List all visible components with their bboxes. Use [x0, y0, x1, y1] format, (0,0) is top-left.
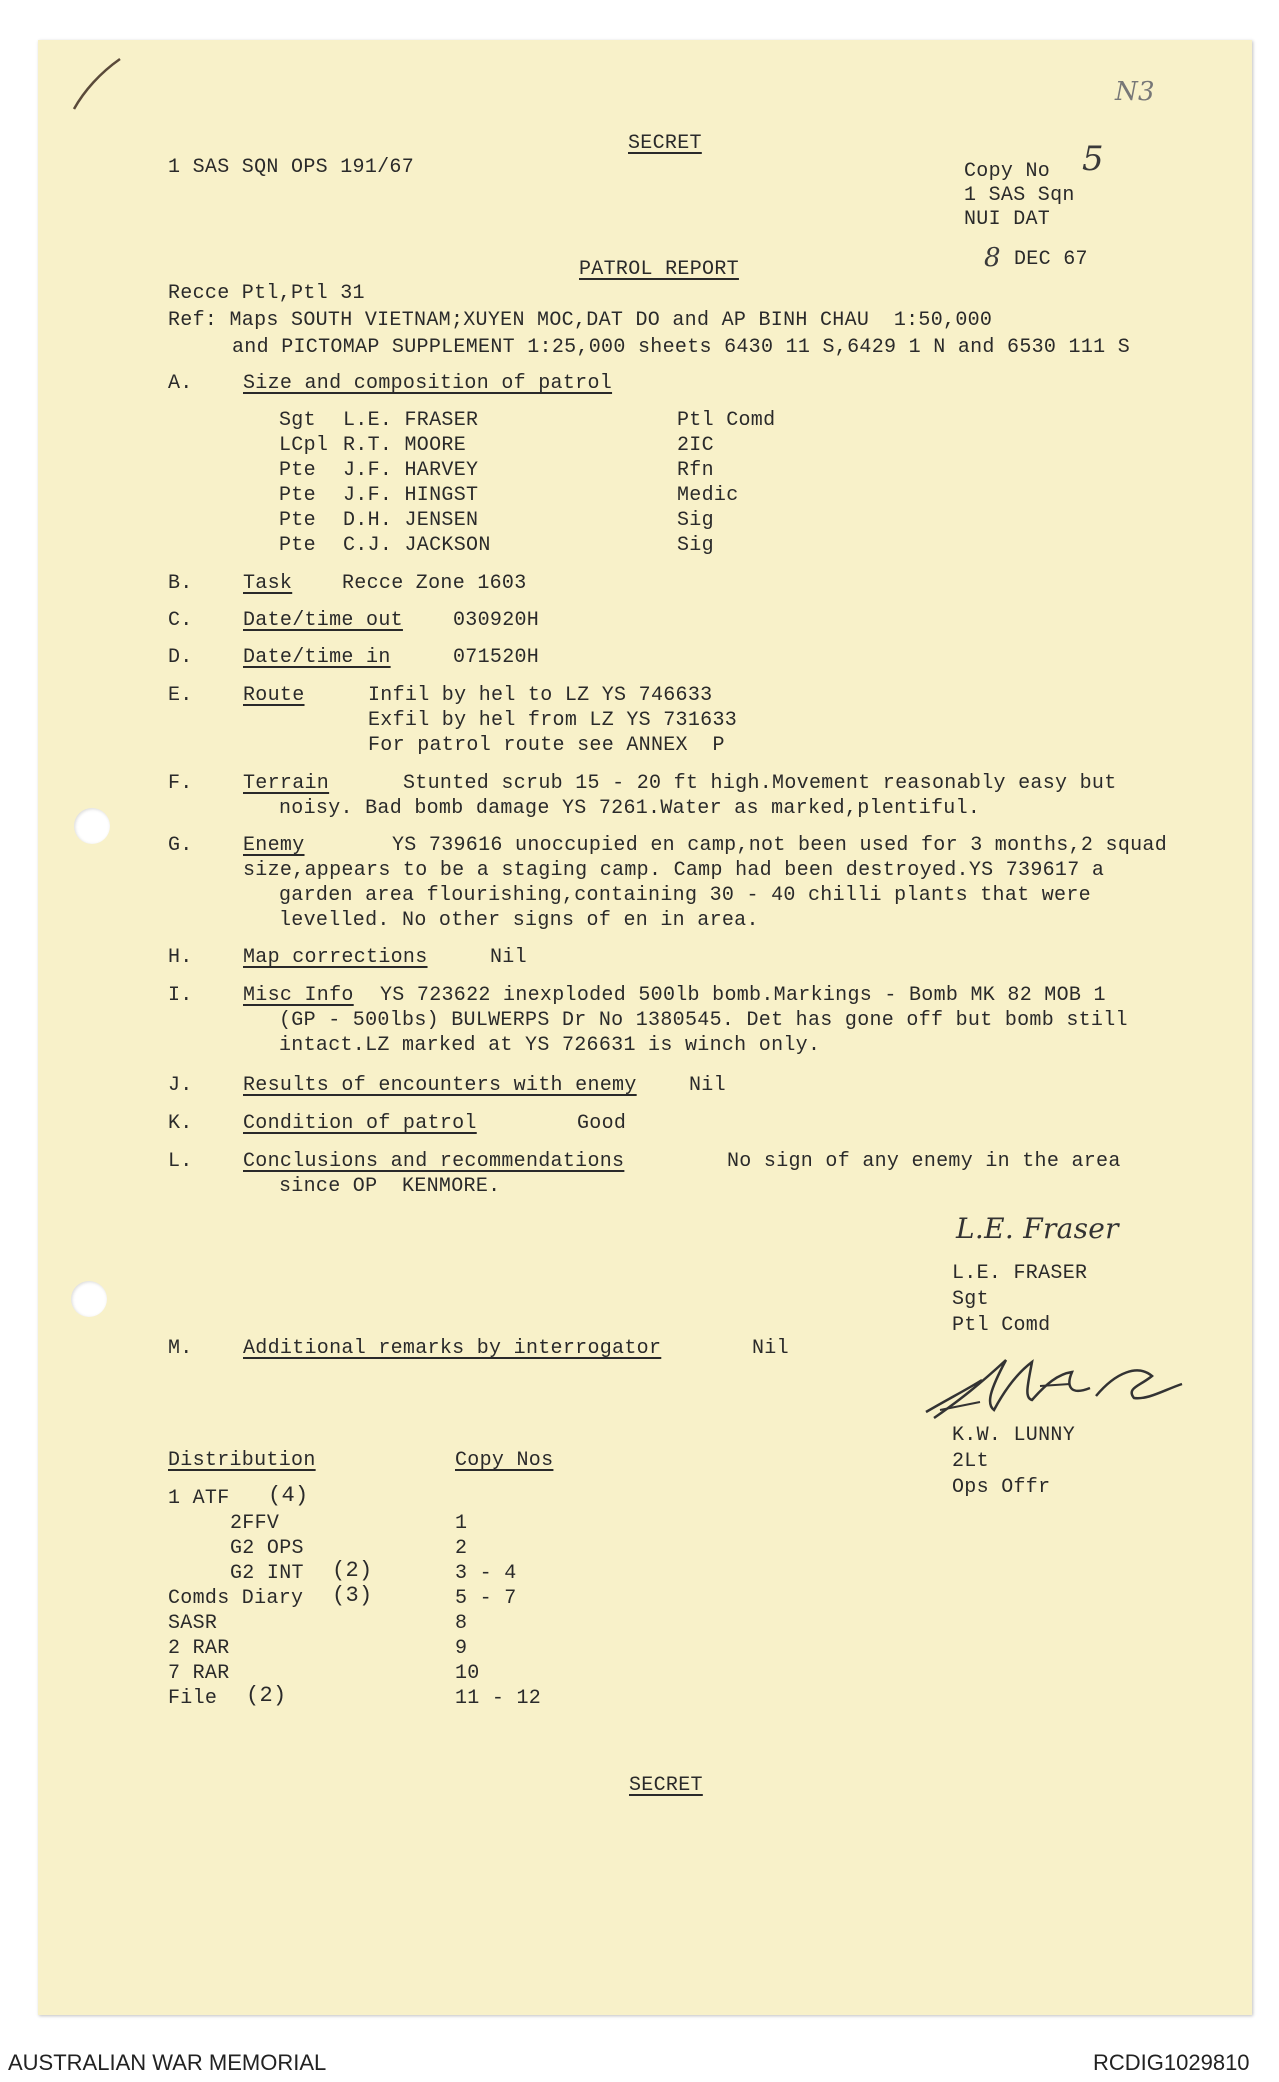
distribution-row-label: 2FFV — [230, 1512, 280, 1535]
document-title: PATROL REPORT — [579, 258, 739, 281]
signatory-rank: Sgt — [952, 1288, 989, 1311]
patrol-name: L.E. FRASER — [343, 409, 479, 432]
section-g-line3: garden area flourishing,containing 30 - 40 chilli plants that were — [279, 884, 1091, 907]
patrol-name: C.J. JACKSON — [343, 534, 491, 557]
section-l-letter: L. — [168, 1150, 193, 1173]
patrol-rank: Pte — [279, 509, 316, 532]
section-m-heading: Additional remarks by interrogator — [243, 1337, 662, 1360]
signatory-role: Ops Offr — [952, 1476, 1051, 1499]
section-f-heading: Terrain — [243, 772, 330, 795]
copy-number-value: 5 — [1082, 139, 1104, 179]
distribution-row-copies: 2 — [455, 1537, 468, 1560]
classification-top: SECRET — [628, 132, 702, 155]
patrol-designation: Recce Ptl,Ptl 31 — [168, 282, 365, 305]
signatory-rank: 2Lt — [952, 1450, 989, 1473]
section-f-line1: Stunted scrub 15 - 20 ft high.Movement reasonably easy but — [403, 772, 1117, 795]
signature-scrawl-icon — [920, 1340, 1190, 1430]
patrol-rank: Sgt — [279, 409, 316, 432]
punch-hole-top — [74, 808, 110, 844]
distribution-row-count: (3) — [332, 1583, 373, 1608]
section-g-line1: YS 739616 unoccupied en camp,not been used for 3 months,2 squad — [392, 834, 1168, 857]
section-g-line4: levelled. No other signs of en in area. — [279, 909, 759, 932]
section-i-line3: intact.LZ marked at YS 726631 is winch only. — [279, 1034, 821, 1057]
section-k-heading: Condition of patrol — [243, 1112, 477, 1135]
section-i-heading: Misc Info — [243, 984, 354, 1007]
corner-mark: N3 — [1115, 77, 1155, 107]
unit-location: NUI DAT — [964, 208, 1051, 231]
patrol-role: Medic — [677, 484, 739, 507]
patrol-role: 2IC — [677, 434, 714, 457]
classification-bottom: SECRET — [629, 1774, 703, 1797]
signatory-name: L.E. FRASER — [952, 1262, 1088, 1285]
section-e-heading: Route — [243, 684, 305, 707]
section-i-letter: I. — [168, 984, 193, 1007]
patrol-rank: Pte — [279, 484, 316, 507]
section-g-line2: size,appears to be a staging camp. Camp had been destroyed.YS 739617 a — [243, 859, 1105, 882]
section-c-heading: Date/time out — [243, 609, 403, 632]
signatory-role: Ptl Comd — [952, 1314, 1051, 1337]
section-j-letter: J. — [168, 1074, 193, 1097]
distribution-row-count: (2) — [246, 1683, 287, 1708]
section-e-letter: E. — [168, 684, 193, 707]
map-reference-line1: Ref: Maps SOUTH VIETNAM;XUYEN MOC,DAT DO and AP BINH CHAU 1:50,000 — [168, 309, 993, 332]
section-h-letter: H. — [168, 946, 193, 969]
copy-number-label: Copy No — [964, 160, 1051, 183]
distribution-heading: Distribution — [168, 1449, 316, 1472]
section-a-heading: Size and composition of patrol — [243, 372, 613, 395]
distribution-row-label: 2 RAR — [168, 1637, 230, 1660]
distribution-row-count: (2) — [332, 1558, 373, 1583]
section-k-letter: K. — [168, 1112, 193, 1135]
section-g-heading: Enemy — [243, 834, 305, 857]
section-c-text: 030920H — [453, 609, 540, 632]
section-h-text: Nil — [490, 946, 527, 969]
section-d-heading: Date/time in — [243, 646, 391, 669]
section-i-line2: (GP - 500lbs) BULWERPS Dr No 1380545. Det has gone off but bomb still — [279, 1009, 1128, 1032]
patrol-role: Sig — [677, 509, 714, 532]
unit-name: 1 SAS Sqn — [964, 184, 1075, 207]
section-d-letter: D. — [168, 646, 193, 669]
archive-name: AUSTRALIAN WAR MEMORIAL — [8, 2050, 327, 2075]
date-day: 8 — [984, 243, 1001, 273]
section-j-heading: Results of encounters with enemy — [243, 1074, 637, 1097]
section-f-letter: F. — [168, 772, 193, 795]
ops-reference: 1 SAS SQN OPS 191/67 — [168, 156, 415, 179]
distribution-row-label: SASR — [168, 1612, 218, 1635]
distribution-row-label: 7 RAR — [168, 1662, 230, 1685]
signatory-name: K.W. LUNNY — [952, 1424, 1076, 1447]
map-reference-line2: and PICTOMAP SUPPLEMENT 1:25,000 sheets 6430 11 S,6429 1 N and 6530 111 S — [232, 336, 1131, 359]
section-m-letter: M. — [168, 1337, 193, 1360]
patrol-name: R.T. MOORE — [343, 434, 467, 457]
archive-reference: RCDIG1029810 — [1093, 2050, 1250, 2075]
patrol-rank: Pte — [279, 459, 316, 482]
section-e-line2: Exfil by hel from LZ YS 731633 — [368, 709, 738, 732]
section-l-line1: No sign of any enemy in the area — [727, 1150, 1121, 1173]
section-e-line1: Infil by hel to LZ YS 746633 — [368, 684, 713, 707]
distribution-row-copies: 1 — [455, 1512, 468, 1535]
date-month-year: DEC 67 — [1014, 248, 1088, 271]
distribution-row-copies: 8 — [455, 1612, 468, 1635]
patrol-rank: LCpl — [279, 434, 329, 457]
section-m-text: Nil — [752, 1337, 789, 1360]
patrol-name: J.F. HINGST — [343, 484, 479, 507]
section-f-line2: noisy. Bad bomb damage YS 7261.Water as marked,plentiful. — [279, 797, 981, 820]
distribution-row-copies: 10 — [455, 1662, 480, 1685]
section-l-line2: since OP KENMORE. — [279, 1175, 501, 1198]
distribution-row-copies: 11 - 12 — [455, 1687, 542, 1710]
section-b-text: Recce Zone 1603 — [342, 572, 527, 595]
section-e-line3: For patrol route see ANNEX P — [368, 734, 725, 757]
handwritten-signature: L.E. Fraser — [956, 1212, 1119, 1245]
distribution-row-label: G2 INT — [230, 1562, 304, 1585]
patrol-name: J.F. HARVEY — [343, 459, 479, 482]
distribution-row-copies: 3 - 4 — [455, 1562, 517, 1585]
section-j-text: Nil — [689, 1074, 726, 1097]
patrol-role: Rfn — [677, 459, 714, 482]
section-l-heading: Conclusions and recommendations — [243, 1150, 625, 1173]
punch-hole-bottom — [71, 1281, 107, 1317]
patrol-name: D.H. JENSEN — [343, 509, 479, 532]
distribution-row-label: File — [168, 1687, 218, 1710]
section-i-line1: YS 723622 inexploded 500lb bomb.Markings - Bomb MK 82 MOB 1 — [380, 984, 1106, 1007]
distribution-atf-count: (4) — [268, 1483, 309, 1508]
distribution-atf: 1 ATF — [168, 1487, 230, 1510]
distribution-row-copies: 5 - 7 — [455, 1587, 517, 1610]
section-b-letter: B. — [168, 572, 193, 595]
section-d-text: 071520H — [453, 646, 540, 669]
copy-nos-heading: Copy Nos — [455, 1449, 554, 1472]
distribution-row-label: G2 OPS — [230, 1537, 304, 1560]
patrol-rank: Pte — [279, 534, 316, 557]
section-a-letter: A. — [168, 372, 193, 395]
section-h-heading: Map corrections — [243, 946, 428, 969]
section-b-heading: Task — [243, 572, 293, 595]
section-k-text: Good — [577, 1112, 627, 1135]
distribution-row-label: Comds Diary — [168, 1587, 304, 1610]
pencil-mark-icon — [70, 55, 130, 115]
patrol-role: Ptl Comd — [677, 409, 776, 432]
section-c-letter: C. — [168, 609, 193, 632]
section-g-letter: G. — [168, 834, 193, 857]
patrol-role: Sig — [677, 534, 714, 557]
distribution-row-copies: 9 — [455, 1637, 468, 1660]
